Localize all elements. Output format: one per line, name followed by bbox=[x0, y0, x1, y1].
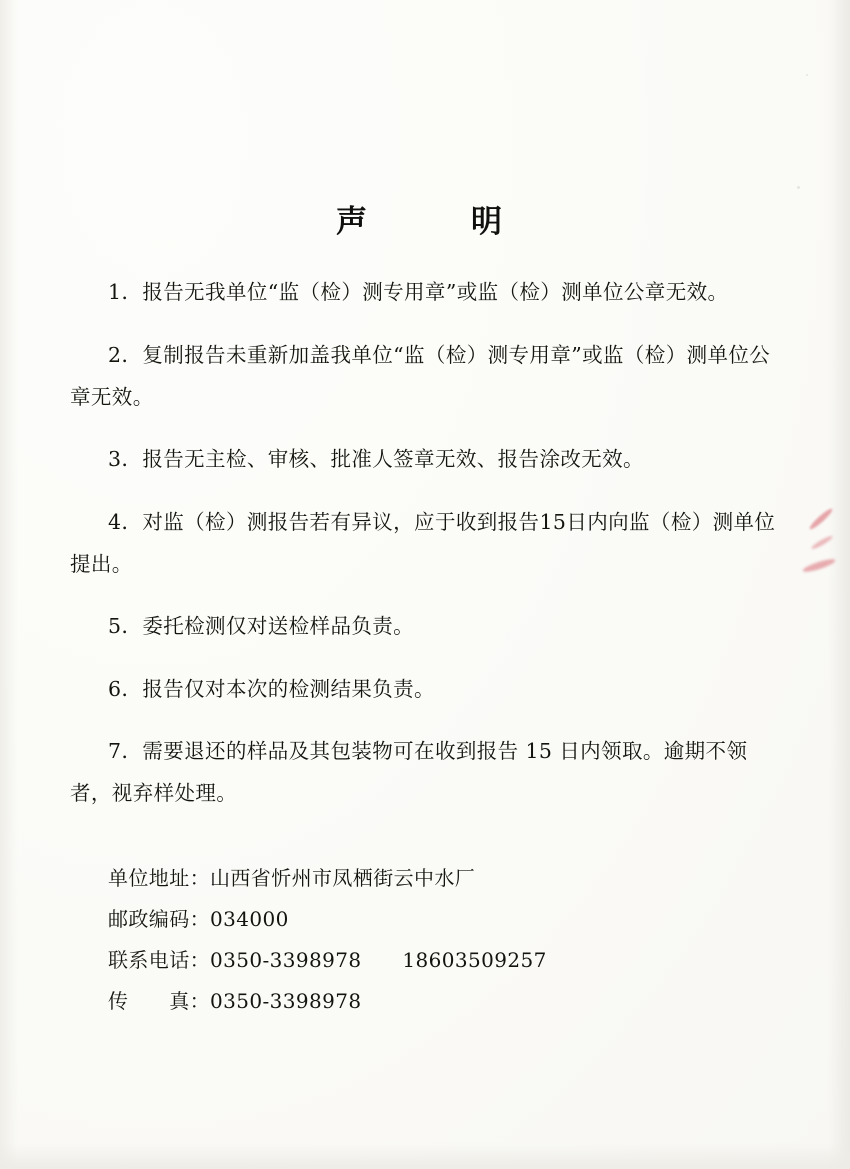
contact-address: 单位地址：山西省忻州市凤栖街云中水厂 bbox=[108, 866, 476, 890]
contact-block bbox=[70, 858, 782, 1022]
document-body bbox=[70, 0, 782, 1169]
clause-item: 1．报告无我单位“监（检）测专用章”或监（检）测单位公章无效。 bbox=[108, 280, 729, 304]
clause-item: 2．复制报告未重新加盖我单位“监（检）测专用章”或监（检）测单位公章无效。 bbox=[70, 342, 771, 409]
contact-phone: 联系电话：0350-3398978 18603509257 bbox=[108, 948, 547, 972]
contact-postcode: 邮政编码：034000 bbox=[108, 907, 289, 931]
scan-edge-left bbox=[0, 0, 18, 1169]
scan-edge-right bbox=[828, 0, 850, 1169]
clause-item: 7．需要退还的样品及其包装物可在收到报告 15 日内领取。逾期不领者，视弃样处理。 bbox=[70, 739, 748, 805]
clause-item: 4．对监（检）测报告若有异议，应于收到报告15日内向监（检）测单位提出。 bbox=[70, 509, 776, 576]
clause-item: 3．报告无主检、审核、批准人签章无效、报告涂改无效。 bbox=[108, 447, 644, 471]
clause-item: 6．报告仅对本次的检测结果负责。 bbox=[108, 676, 435, 701]
clause-list bbox=[70, 271, 782, 814]
paper-speck bbox=[797, 186, 800, 189]
paper-speck bbox=[806, 74, 808, 76]
contact-fax: 传 真：0350-3398978 bbox=[108, 989, 362, 1013]
page-title: 声 明 bbox=[336, 204, 516, 240]
clause-item: 5．委托检测仅对送检样品负责。 bbox=[108, 614, 415, 638]
